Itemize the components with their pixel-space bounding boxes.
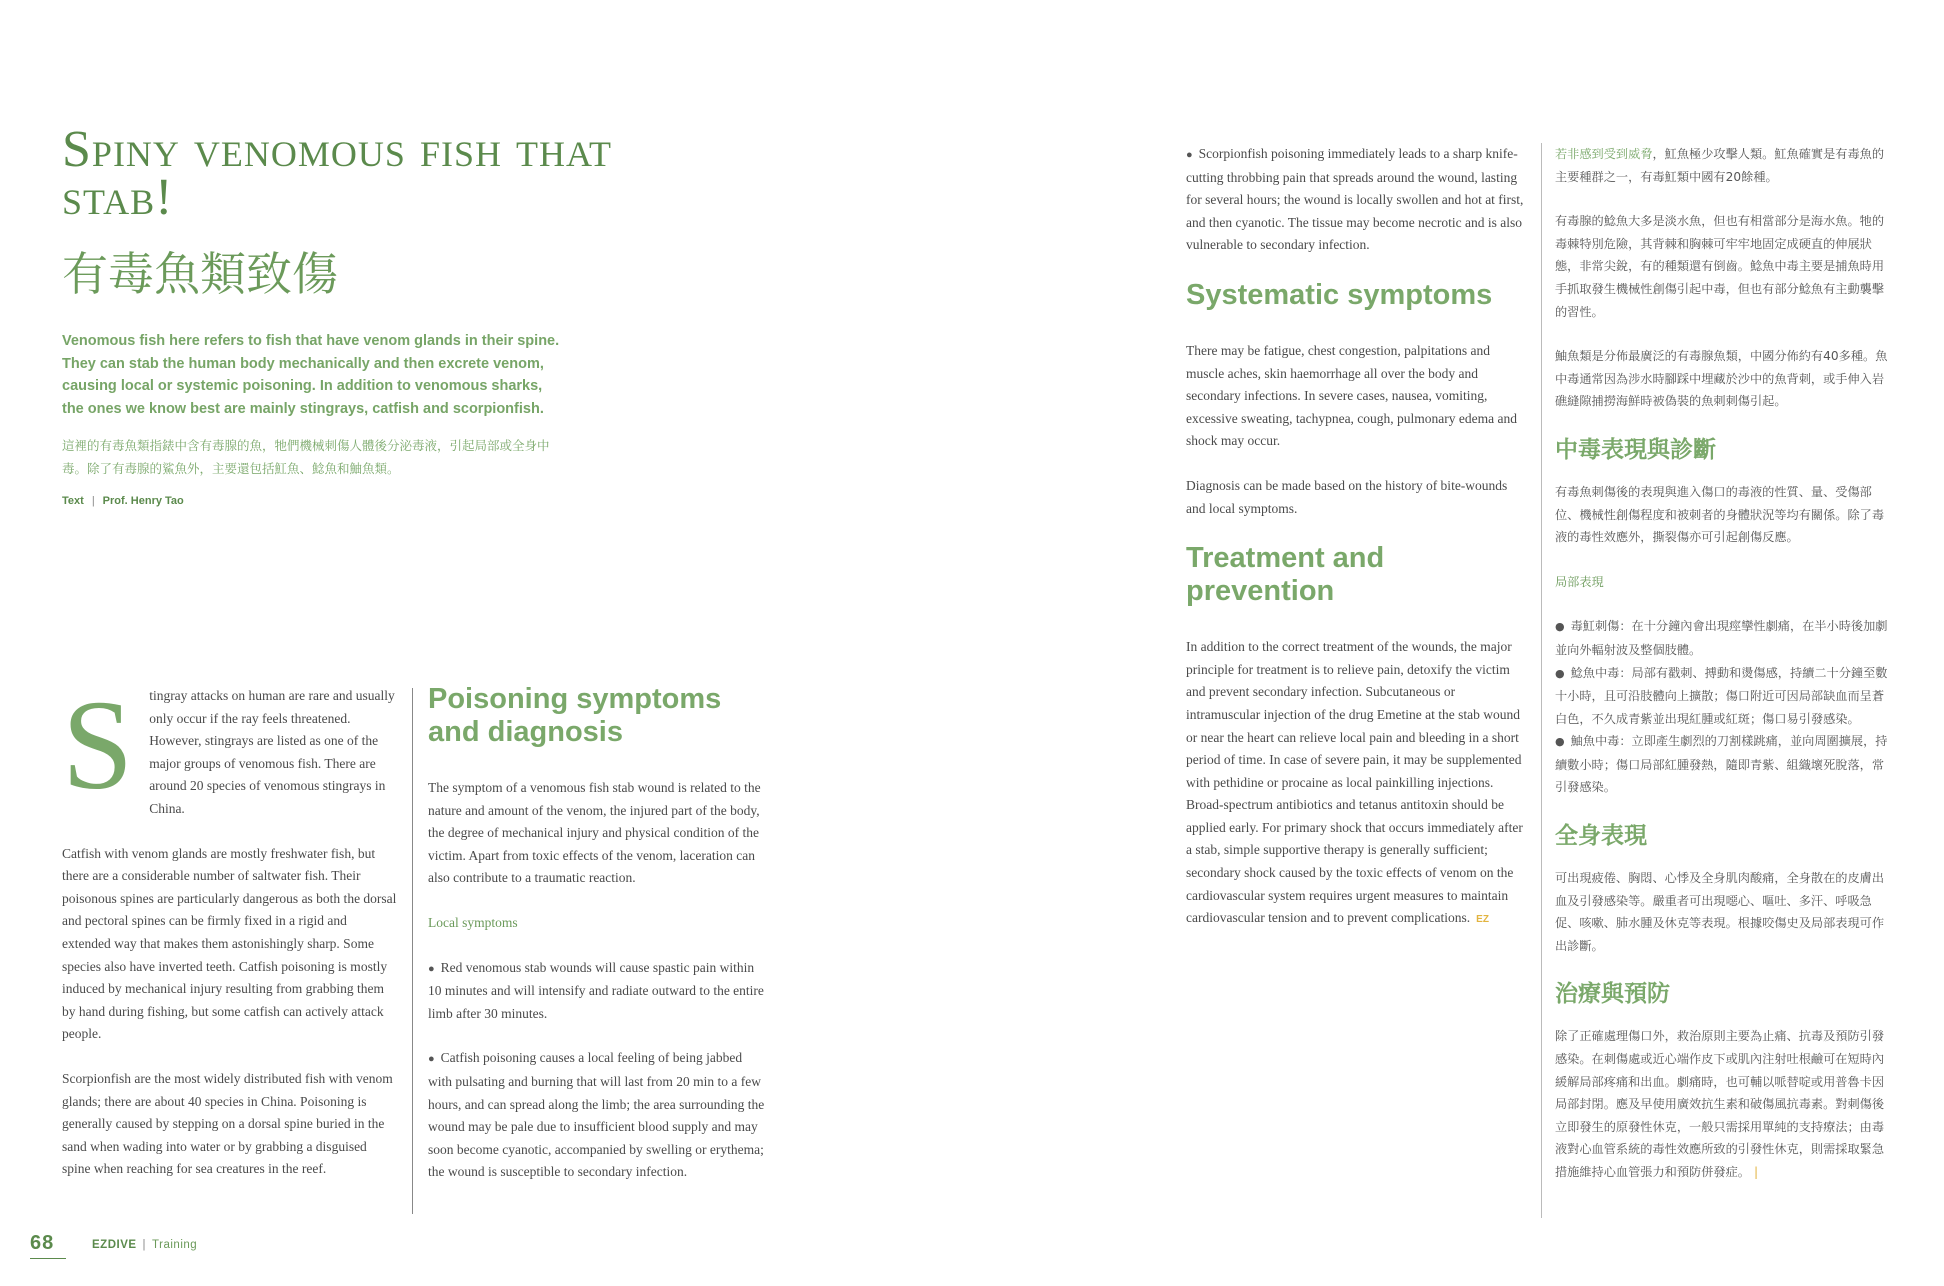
title-english: Spiny venomous fish that stab! (62, 121, 612, 226)
column-4-chinese (1555, 143, 1895, 1206)
heading-poisoning-symptoms: Poisoning symptoms and diagnosis (428, 683, 722, 748)
column-1 (62, 674, 397, 1203)
paragraph-symptoms: The symptom of a venomous fish stab wound is related to the nature and amount of the venom, the injured part of the body, the degree of mechanical injury and physical condition of the victim. Apart from toxic effects of the venom, laceration can also contribute to a traumatic reaction. (428, 780, 761, 886)
paragraph-treatment (1186, 636, 1526, 932)
zh-paragraph-treatment (1555, 1025, 1895, 1183)
paragraph-catfish: Catfish with venom glands are mostly freshwater fish, but there are a considerable number of saltwater fish. Their poisonous spines are particularly dangerous as both the dorsal and pectoral spines can be firmly fixed in a rigid and extended way that makes them astonishingly sharp. Some species also have inverted teeth. Catfish poisoning is mostly induced by mechanical injury resulting from grabbing them by hand during fishing, but some catfish can actively attack people. (62, 845, 397, 1042)
zh-paragraph-catfish: 有毒腺的鯰魚大多是淡水魚，但也有相當部分是海水魚。牠的毒棘特別危險，其背棘和胸棘可牢牢地固定成硬直的伸展狀態，非常尖銳，有的種類還有倒齒。鯰魚中毒主要是捕魚時用手抓取發生機械性創傷引起中毒，但也有部分鯰魚有主動襲擊的習性。 (1555, 214, 1885, 319)
zh-bullet-scorpionfish: ● 鮋魚中毒：立即產生劇烈的刀割樣跳痛，並向周圍擴展，持續數小時；傷口局部紅腫發熱，隨即青紫、組織壞死脫落，常引發感染。 (1555, 730, 1895, 799)
paragraph-systematic: There may be fatigue, chest congestion, palpitations and muscle aches, skin haemorrhage all over the body and secondary infections. In severe cases, nausea, vomiting, excessive sweating, tachypnea, cough, pulmonary edema and shock may occur. (1186, 342, 1518, 449)
intro-chinese: 這裡的有毒魚類指錶中含有毒腺的魚，牠們機械刺傷人體後分泌毒液，引起局部或全身中毒。除了有毒腺的鯊魚外，主要還包括魟魚、鯰魚和鮋魚類。 (62, 438, 550, 476)
intro-english: Venomous fish here refers to fish that have venom glands in their spine. They can stab the human body mechanically and then excrete venom, causing local or systemic poisoning. In addition to venomous sharks, the ones we know best are mainly stingrays, catfish and scorpionfish. (62, 333, 560, 417)
credit-label: Text (62, 495, 84, 507)
zh-paragraph-systemic: 可出現疲倦、胸悶、心悸及全身肌肉酸痛，全身散在的皮膚出血及引發感染等。嚴重者可出現噁心、嘔吐、多汗、呼吸急促、咳嗽、肺水腫及休克等表現。根據咬傷史及局部表現可作出診斷。 (1555, 871, 1885, 953)
heading-treatment: Treatment and prevention (1186, 542, 1385, 608)
brand-name: EZDIVE (92, 1239, 137, 1251)
column-divider (412, 688, 413, 1214)
drop-cap: S (62, 674, 134, 816)
zh-treatment-text: 除了正確處理傷口外，救治原則主要為止痛、抗毒及預防引發感染。在刺傷處或近心端作皮下或肌內注射吐根鹼可在短時內緩解局部疼痛和出血。劇痛時，也可輔以哌替啶或用普魯卡因局部封閉。應及早使用廣效抗生素和破傷風抗毒素。對刺傷後立即發生的原發性休克，一般只需採用單純的支持療法；由毒液對心血管系統的毒性效應所致的引發性休克，則需採取緊急措施維持心血管張力和預防併發症。 (1555, 1029, 1885, 1179)
bullet-stingray: ● Red venomous stab wounds will cause spastic pain within 10 minutes and will intensify and radiate outward to the entire limb after 30 minutes. (428, 957, 768, 1026)
paragraph-scorpionfish: Scorpionfish are the most widely distributed fish with venom glands; there are about 40 species in China. Poisoning is generally caused by stepping on a dorsal spine buried in the sand when wading into water or by grabbing a disguised spine when reaching for sea creatures in the reef. (62, 1070, 393, 1177)
column-2 (428, 683, 768, 1206)
heading-systematic-symptoms: Systematic symptoms (1186, 278, 1493, 311)
title-chinese: 有毒魚類致傷 (62, 247, 338, 301)
bullet-catfish: ● Catfish poisoning causes a local feeling of being jabbed with pulsating and burning that will last from 20 min to a few hours, and can spread along the limb; the area surrounding the wound may be pale due to insufficient blood supply and may soon become cyanotic, accompanied by swelling or erythema; the wound is susceptible to secondary infection. (428, 1047, 768, 1184)
author-credit: Text | Prof. Henry Tao (62, 495, 184, 507)
subheading-local-symptoms: Local symptoms (428, 914, 518, 930)
paragraph-stingrays: tingray attacks on human are rare and usually only occur if the ray feels threatened. However, stingrays are listed as one of the major groups of venomous fish. There are around 20 species of venomous stingrays in China. (149, 688, 395, 816)
zh-heading-systemic: 全身表現 (1555, 823, 1647, 850)
zh-heading-treatment: 治療與預防 (1555, 981, 1670, 1008)
column-3 (1186, 143, 1526, 954)
column-divider-right (1541, 143, 1542, 1218)
section-name: Training (152, 1239, 198, 1251)
zh-paragraph-scorpionfish: 鮋魚類是分佈最廣泛的有毒腺魚類，中國分佈約有40多種。魚中毒通常因為涉水時腳踩中埋藏於沙中的魚背刺，或手伸入岩礁縫隙捕撈海鮮時被偽裝的魚刺刺傷引起。 (1555, 349, 1888, 409)
zh-paragraph-stingrays (1555, 143, 1895, 188)
zh-stingray-text: ，魟魚極少攻擊人類。魟魚確實是有毒魚的主要種群之一，有毒魟類中國有20餘種。 (1555, 147, 1885, 184)
ez-end-mark: EZ (1476, 914, 1489, 926)
credit-author: Prof. Henry Tao (102, 495, 184, 507)
zh-bullet-stingray: ● 毒魟刺傷：在十分鐘內會出現痙攣性劇痛，在半小時後加劇並向外輻射波及整個肢體。 (1555, 615, 1895, 661)
page-number-underline (30, 1258, 66, 1259)
treatment-text: In addition to the correct treatment of the wounds, the major principle for treatment is to relieve pain, detoxify the victim and prevent secondary infection. Subcutaneous or intramuscular injection of the drug Emetine at the stab wound or near the heart can relieve local pain and bleeding in a short period of time. In case of severe pain, it may be supplemented with pethidine or procaine as local painkilling injections. Broad-spectrum antibiotics and tetanus antitoxin should be applied early. For primary shock that occurs immediately after a stab, simple supportive therapy is generally sufficient; secondary shock caused by the toxic effects of venom on the cardiovascular system requires urgent measures to maintain cardiovascular tension and to prevent complications. (1186, 639, 1523, 926)
zh-paragraph-symptoms: 有毒魚刺傷後的表現與進入傷口的毒液的性質、量、受傷部位、機械性創傷程度和被刺者的身體狀況等均有關係。除了毒液的毒性效應外，撕裂傷亦可引起創傷反應。 (1555, 484, 1885, 545)
zh-subheading-local: 局部表現 (1555, 574, 1604, 589)
bullet-scorpionfish: ● Scorpionfish poisoning immediately leads to a sharp knife-cutting throbbing pain that spreads around the wound, lasting for several hours; the wound is locally swollen and hot at first, and then cyanotic. The tissue may become necrotic and is also vulnerable to secondary infection. (1186, 143, 1526, 257)
zh-highlight: 若非感到受到威脅 (1555, 147, 1653, 161)
zh-bullet-catfish: ● 鯰魚中毒：局部有戳刺、搏動和燙傷感，持續二十分鐘至數十小時，且可沿肢體向上擴散；傷口附近可因局部缺血而呈蒼白色，不久成青紫並出現紅腫或紅斑；傷口易引發感染。 (1555, 662, 1895, 731)
zh-end-mark: | (1754, 1165, 1759, 1179)
zh-heading-symptoms-diagnosis: 中毒表現與診斷 (1555, 436, 1716, 463)
paragraph-diagnosis: Diagnosis can be made based on the history of bite-wounds and local symptoms. (1186, 477, 1508, 516)
page-number: 68 (30, 1232, 55, 1254)
magazine-brand: EZDIVE | Training (92, 1239, 198, 1251)
